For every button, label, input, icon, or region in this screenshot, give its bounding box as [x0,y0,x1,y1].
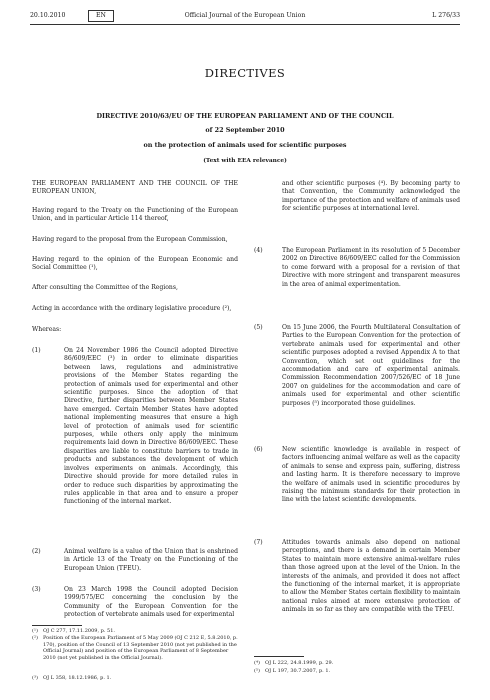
header-date: 20.10.2010 [30,12,66,19]
citation-treaty: Having regard to the Treaty on the Functioning of the European Union, and in particular Article 114 thereof, [32,207,238,223]
recital-text: Animal welfare is a value of the Union that is enshrined in Article 13 of the Treaty on the Functioning of the European Union (TFEU). [64,548,238,572]
recital-number: (1) [32,347,41,354]
footnote-number: (¹) [32,628,38,634]
journal-name: Official Journal of the European Union [184,12,306,19]
directive-subject: on the protection of animals used for scientific purposes [143,141,347,149]
eea-relevance: (Text with EEA relevance) [203,158,287,164]
recital-text: On 15 June 2006, the Fourth Multilateral Consultation of Parties to the European Convention for the protection of vertebrate animals used for experimental and other scientific purposes adopted a revised Appendix A to that Convention, which set out guidelines for the accommodation and care of experimental animals. Commission Recommendation 2007/526/EC of 18 June 2007 on guidelines for the accommodation and care of animals used for experimental and other scientific purposes (⁵) incorporated those guidelines. [282,324,460,407]
recital-text: Attitudes towards animals also depend on national perceptions, and there is a demand in certain Member States to maintain more extensive animal-welfare rules than those agreed upon at the level of the Union. In the interests of the animals, and provided it does not affect the functioning of the internal market, it is appropriate to allow the Member States certain flexibility to maintain national rules aimed at more extensive protection of animals in so far as they are compatible with the TFEU. [282,539,460,614]
whereas-label: Whereas: [32,326,62,333]
footnote-number: (⁴) [254,660,260,666]
footnote-text: OJ L 197, 30.7.2007, p. 1. [265,668,331,674]
citation-regions: After consulting the Committee of the Regions, [32,284,178,291]
footnote-rule [32,625,82,626]
footnote-text: OJ C 277, 17.11.2009, p. 51. [43,628,115,634]
footnote-text: Position of the European Parliament of 5 May 2009 (OJ C 212 E, 5.8.2010, p. 170), position of the Council of 13 September 2010 (not yet published in the Official Journal) and position of the European Parliament of 8 September 2010 (not yet published in the Official Journal). [43,635,238,661]
recital-number: (5) [254,324,263,331]
footnote [254,668,460,676]
recital-continuation: and other scientific purposes (⁴). By becoming party to that Convention, the Community acknowledged the importance of the protection and welfare of animals used for scientific purposes at international level. [282,180,460,213]
recital-number: (4) [254,247,263,254]
recital-number: (7) [254,539,263,546]
footnote [254,660,460,668]
directive-title: DIRECTIVE 2010/63/EU OF THE EUROPEAN PARLIAMENT AND OF THE COUNCIL [96,112,394,120]
recital-number: (2) [32,548,41,555]
footnote [32,635,238,669]
footnote-rule [254,656,304,657]
footnote-text: OJ L 358, 18.12.1986, p. 1. [43,675,112,681]
citation-proposal: Having regard to the proposal from the European Commission, [32,236,228,243]
section-title: DIRECTIVES [204,66,286,80]
footnote-number: (⁵) [254,668,260,674]
recital-text: On 23 March 1998 the Council adopted Decision 1999/575/EC concerning the conclusion by the Community of the European Convention for the protection of vertebrate animals used for experimental [64,586,238,619]
recital-number: (3) [32,586,41,593]
recital-text: The European Parliament in its resolution of 5 December 2002 on Directive 86/609/EEC called for the Commission to come forward with a proposal for a revision of that Directive with more stringent and transparent measures in the area of animal experimentation. [282,247,460,288]
footnote-text: OJ L 222, 24.8.1999, p. 29. [265,660,334,666]
recital-text: On 24 November 1986 the Council adopted Directive 86/609/EEC (³) in order to eliminate disparities between laws, regulations and administrative provisions of the Member States regarding the protection of animals used for experimental and other scientific purposes. Since the adoption of that Directive, further disparities between Member States have emerged. Certain Member States have adopted national implementing measures that ensure a high level of protection of animals used for scientific purposes, while others only apply the minimum requirements laid down in Directive 86/609/EEC. These disparities are liable to constitute barriers to trade in products and substances the development of which involves experiments on animals. Accordingly, this Directive should provide for more detailed rules in order to reduce such disparities by approximating the rules applicable in that area and to ensure a proper functioning of the internal market. [64,347,238,506]
journal-header [30,10,460,22]
preamble-intro: THE EUROPEAN PARLIAMENT AND THE COUNCIL OF THE EUROPEAN UNION, [32,180,238,196]
recital-text: New scientific knowledge is available in respect of factors influencing animal welfare as well as the capacity of animals to sense and express pain, suffering, distress and lasting harm. It is therefore necessary to improve the welfare of animals used in scientific procedures by raising the minimum standards for their protection in line with the latest scientific developments. [282,446,460,504]
footnote-number: (²) [32,635,38,641]
citation-esc-opinion: Having regard to the opinion of the European Economic and Social Committee (¹), [32,256,238,272]
footnote [32,675,238,683]
directive-date: of 22 September 2010 [205,126,285,134]
header-rule [30,24,460,25]
recital-number: (6) [254,446,263,453]
language-badge: EN [88,10,114,22]
page-reference: L 276/33 [432,12,460,19]
citation-procedure: Acting in accordance with the ordinary legislative procedure (²), [32,305,232,312]
footnote-number: (³) [32,675,38,681]
